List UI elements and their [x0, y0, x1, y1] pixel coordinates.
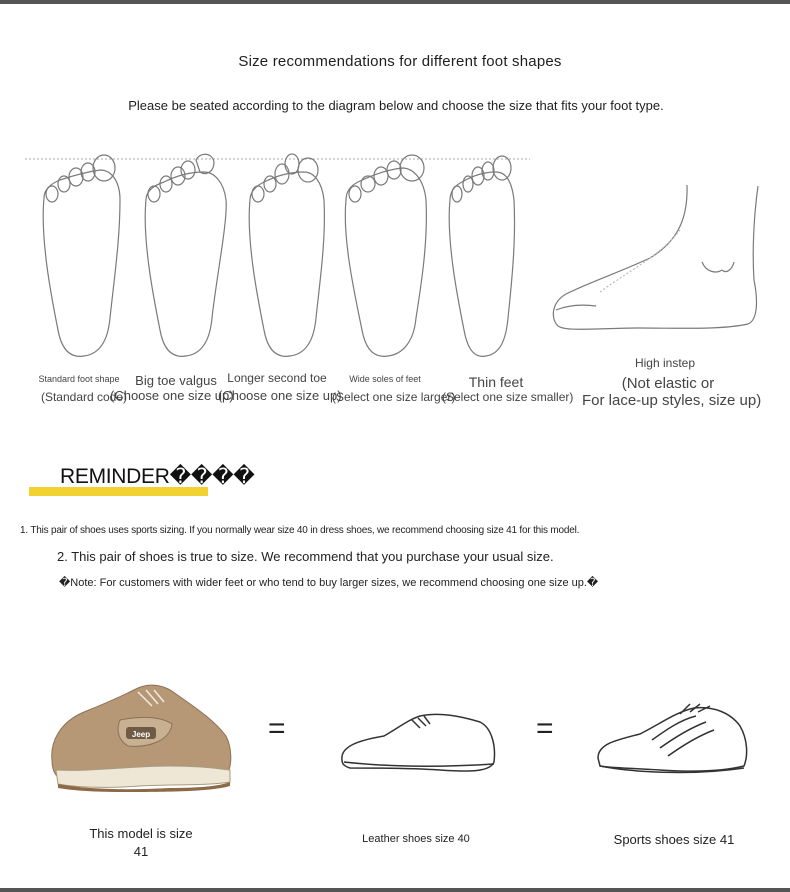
- foot-type-name: Standard foot shape: [38, 374, 120, 384]
- equals-sign: =: [536, 712, 554, 745]
- reminder-note-1: 1. This pair of shoes uses sports sizing. If you normally wear size 40 in dress shoes, we recommend choosing size 41 for this model.: [20, 525, 580, 536]
- standard-foot-outline: [43, 155, 120, 356]
- foot-type-name: Big toe valgus: [135, 373, 217, 388]
- shoe-comparison-illustration: [0, 670, 790, 800]
- high-instep-foot-outline: [553, 185, 758, 329]
- sports-shoe-outline: [598, 704, 747, 772]
- leather-shoe-caption: Leather shoes size 40: [362, 833, 470, 845]
- page-title: Size recommendations for different foot shapes: [238, 53, 562, 70]
- foot-type-note: (Standard code): [40, 390, 128, 404]
- top-edge-divider: [0, 0, 790, 4]
- foot-type-note: (Choose one size up): [110, 388, 234, 403]
- leather-shoe-outline: [342, 714, 495, 771]
- reminder-note-3: �Note: For customers with wider feet or who tend to buy larger sizes, we recommend choosing one size up.�: [59, 577, 599, 589]
- foot-type-note: (Select one size smaller): [442, 390, 574, 404]
- foot-type-note-line1: (Not elastic or: [621, 375, 715, 392]
- foot-type-name: Wide soles of feet: [349, 374, 421, 384]
- thin-foot-outline: [449, 156, 514, 356]
- foot-type-note-line2: For lace-up styles, size up): [582, 392, 762, 409]
- wide-soles-foot-outline: [345, 155, 426, 356]
- foot-type-note: (Choose one size up): [218, 388, 342, 403]
- sports-shoe-caption: Sports shoes size 41: [613, 832, 735, 847]
- equals-sign: =: [268, 712, 286, 745]
- brand-logo: Jeep: [131, 730, 151, 739]
- model-size-value: 41: [133, 844, 149, 859]
- foot-type-name: Thin feet: [468, 374, 524, 390]
- page-subtitle: Please be seated according to the diagram below and choose the size that fits your foot type.: [128, 98, 664, 113]
- reminder-note-2: 2. This pair of shoes is true to size. We recommend that you purchase your usual size.: [57, 549, 554, 564]
- product-sneaker-image: [52, 685, 231, 792]
- bottom-edge-divider: [0, 888, 790, 892]
- foot-type-name: High instep: [634, 356, 696, 370]
- foot-type-name: Longer second toe: [227, 371, 327, 385]
- foot-shapes-illustration: [0, 145, 790, 365]
- longer-second-toe-foot-outline: [249, 154, 324, 356]
- foot-type-note: (Select one size larger): [332, 390, 456, 404]
- model-size-caption: This model is size: [89, 826, 193, 841]
- reminder-title: REMINDER����: [60, 465, 255, 488]
- big-toe-valgus-foot-outline: [145, 154, 226, 356]
